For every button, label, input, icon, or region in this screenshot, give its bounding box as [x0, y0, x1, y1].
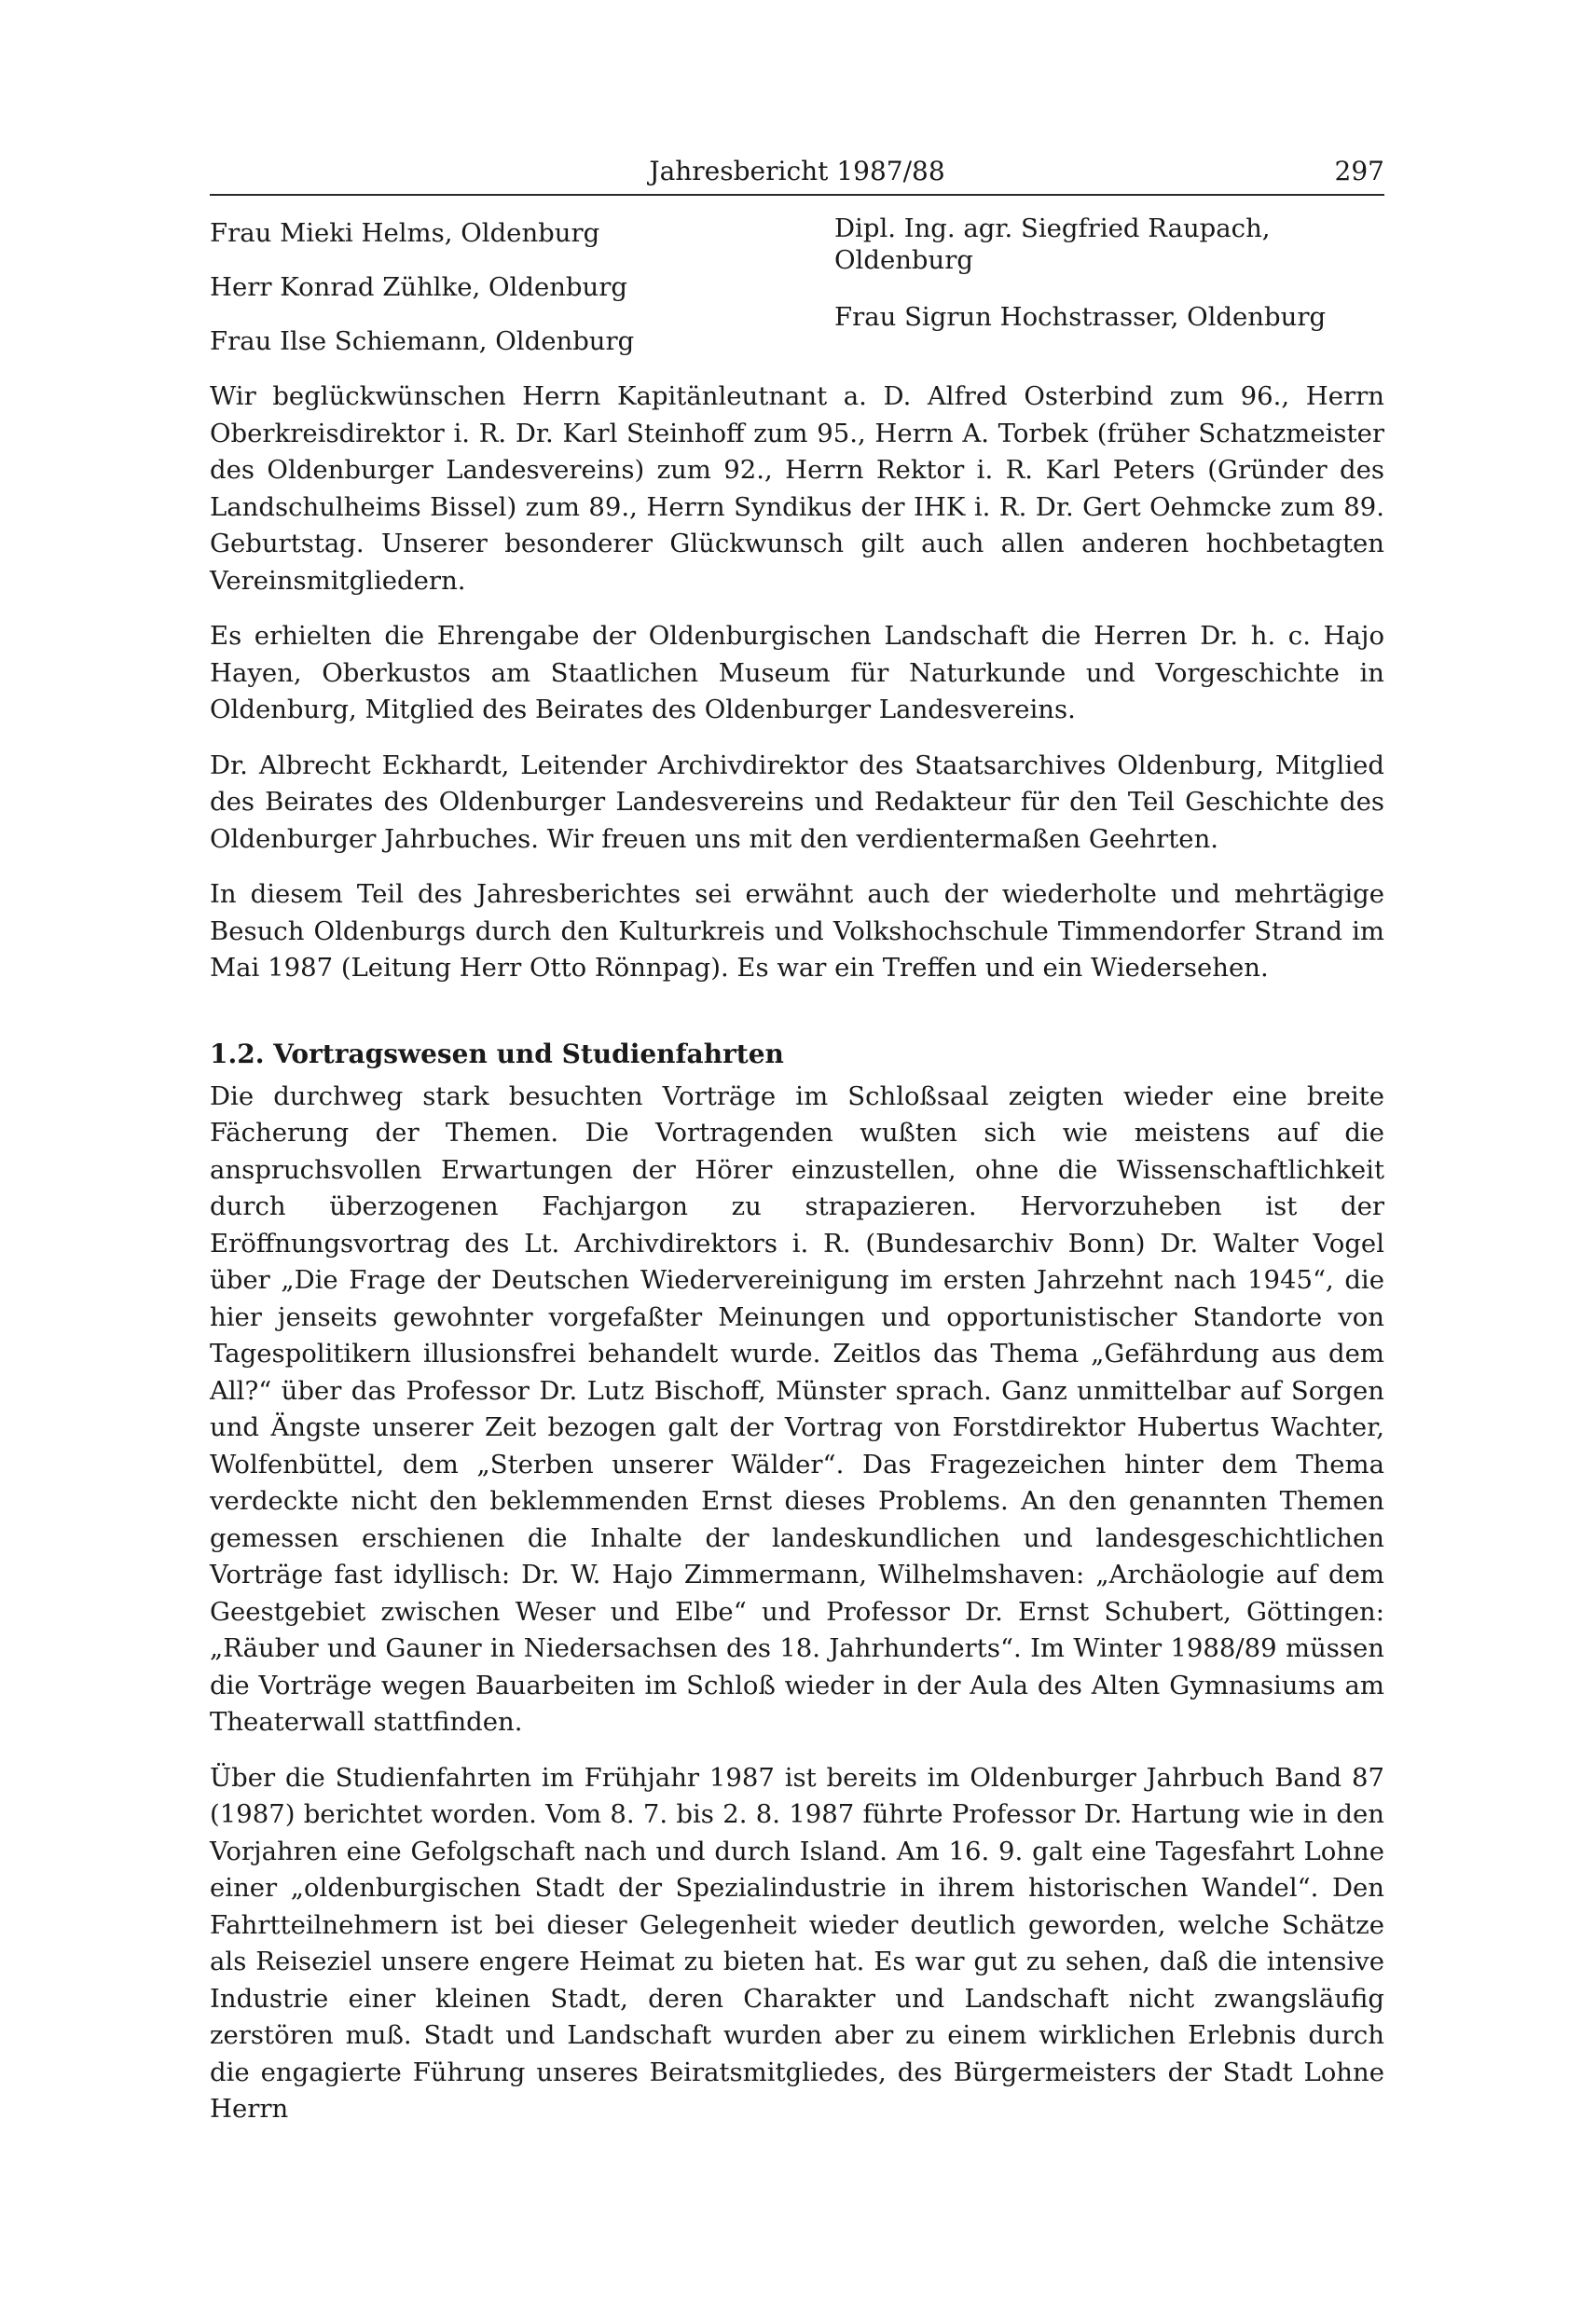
paragraph-congratulations: Wir beglückwünschen Herrn Kapitänleutnant a. D. Alfred Osterbind zum 96., Herrn Oberkreisdirektor i. R. Dr. Karl Steinhoff zum 95., Herrn A. Torbek (früher Schatzmeister des Oldenburger Landesvereins) zum 92., Herrn Rektor i. R. Karl Peters (Gründer des Landschulheims Bissel) zum 89., Herrn Syndikus der IHK i. R. Dr. Gert Oehmcke zum 89. Geburtstag. Unserer besonderer Glückwunsch gilt auch allen anderen hochbetagten Vereinsmitgliedern. — [210, 381, 1384, 596]
section-heading: 1.2. Vortragswesen und Studienfahrten — [210, 1038, 784, 1069]
document-page — [210, 149, 1384, 2147]
name-entry: Dipl. Ing. agr. Siegfried Raupach, Oldenburg — [834, 213, 1271, 275]
paragraph-eckhardt: Dr. Albrecht Eckhardt, Leitender Archivdirektor des Staatsarchives Oldenburg, Mitglied des Beirates des Oldenburger Landesvereins und Redakteur für den Teil Geschichte des Oldenburger Jahrbuches. Wir freuen uns mit den verdientermaßen Geehrten. — [210, 750, 1384, 854]
paragraph-study-trips: Über die Studienfahrten im Frühjahr 1987 ist bereits im Oldenburger Jahrbuch Band 87 (1987) berichtet worden. Vom 8. 7. bis 2. 8. 1987 führte Professor Dr. Hartung wie in den Vorjahren eine Gefolgschaft nach und durch Island. Am 16. 9. galt eine Tagesfahrt Lohne einer „oldenburgischen Stadt der Spezialindustrie in ihrem historischen Wandel“. Den Fahrtteilnehmern ist bei dieser Gelegenheit wieder deutlich geworden, welche Schätze als Reiseziel unsere engere Heimat zu bieten hat. Es war gut zu sehen, daß die intensive Industrie einer kleinen Stadt, deren Charakter und Landschaft nicht zwangsläufig zerstören muß. Stadt und Landschaft wurden aber zu einem wirklichen Erlebnis durch die engagierte Führung unseres Beiratsmitgliedes, des Bürgermeisters der Stadt Lohne Herrn — [210, 1762, 1384, 2124]
name-list — [210, 213, 1384, 375]
paragraph-lectures: Die durchweg stark besuchten Vorträge im Schloßsaal zeigten wieder eine breite Fächerung der Themen. Die Vortragenden wußten sich wie meistens auf die anspruchsvollen Erwartungen der Hörer einzustellen, ohne die Wissenschaftlichkeit durch überzogenen Fachjargon zu strapazieren. Hervorzuheben ist der Eröffnungsvortrag des Lt. Archivdirektors i. R. (Bundesarchiv Bonn) Dr. Walter Vogel über „Die Frage der Deutschen Wiedervereinigung im ersten Jahrzehnt nach 1945“, die hier jenseits gewohnter vorgefaßter Meinungen und opportunistischer Standorte von Tagespolitikern illusionsfrei behandelt wurde. Zeitlos das Thema „Gefährdung aus dem All?“ über das Professor Dr. Lutz Bischoff, Münster sprach. Ganz unmittelbar auf Sorgen und Ängste unserer Zeit bezogen galt der Vortrag von Forstdirektor Hubertus Wachter, Wolfenbüttel, dem „Sterben unserer Wälder“. Das Fragezeichen hinter dem Thema verdeckte nicht den beklemmenden Ernst dieses Problems. An den genannten Themen gemessen erschienen die Inhalte der landeskundlichen und landesgeschichtlichen Vorträge fast idyllisch: Dr. W. Hajo Zimmermann, Wilhelmshaven: „Archäologie auf dem Geestgebiet zwischen Weser und Elbe“ und Professor Dr. Ernst Schubert, Göttingen: „Räuber und Gauner in Niedersachsen des 18. Jahrhunderts“. Im Winter 1988/89 müssen die Vorträge wegen Bauarbeiten im Schloß wieder in der Aula des Alten Gymnasiums am Theaterwall stattfinden. — [210, 1080, 1384, 1737]
name-entry: Frau Mieki Helms, Oldenburg — [210, 218, 600, 248]
page-number: 297 — [1334, 156, 1384, 186]
name-list-left-column — [210, 213, 806, 375]
name-entry: Herr Konrad Zühlke, Oldenburg — [210, 272, 627, 302]
header-title: Jahresbericht 1987/88 — [649, 156, 945, 186]
running-header — [210, 149, 1384, 196]
paragraph-visit: In diesem Teil des Jahresberichtes sei erwähnt auch der wiederholte und mehrtägige Besuch Oldenburgs durch den Kulturkreis und Volkshochschule Timmendorfer Strand im Mai 1987 (Leitung Herr Otto Rönnpag). Es war ein Treffen und ein Wiedersehen. — [210, 879, 1384, 983]
paragraph-honorary-award: Es erhielten die Ehrengabe der Oldenburgischen Landschaft die Herren Dr. h. c. Hajo Hayen, Oberkustos am Staatlichen Museum für Naturkunde und Vorgeschichte in Oldenburg, Mitglied des Beirates des Oldenburger Landesvereins. — [210, 621, 1384, 724]
name-list-right-column — [834, 213, 1384, 375]
name-entry: Frau Ilse Schiemann, Oldenburg — [210, 326, 635, 356]
name-entry: Frau Sigrun Hochstrasser, Oldenburg — [834, 302, 1327, 332]
